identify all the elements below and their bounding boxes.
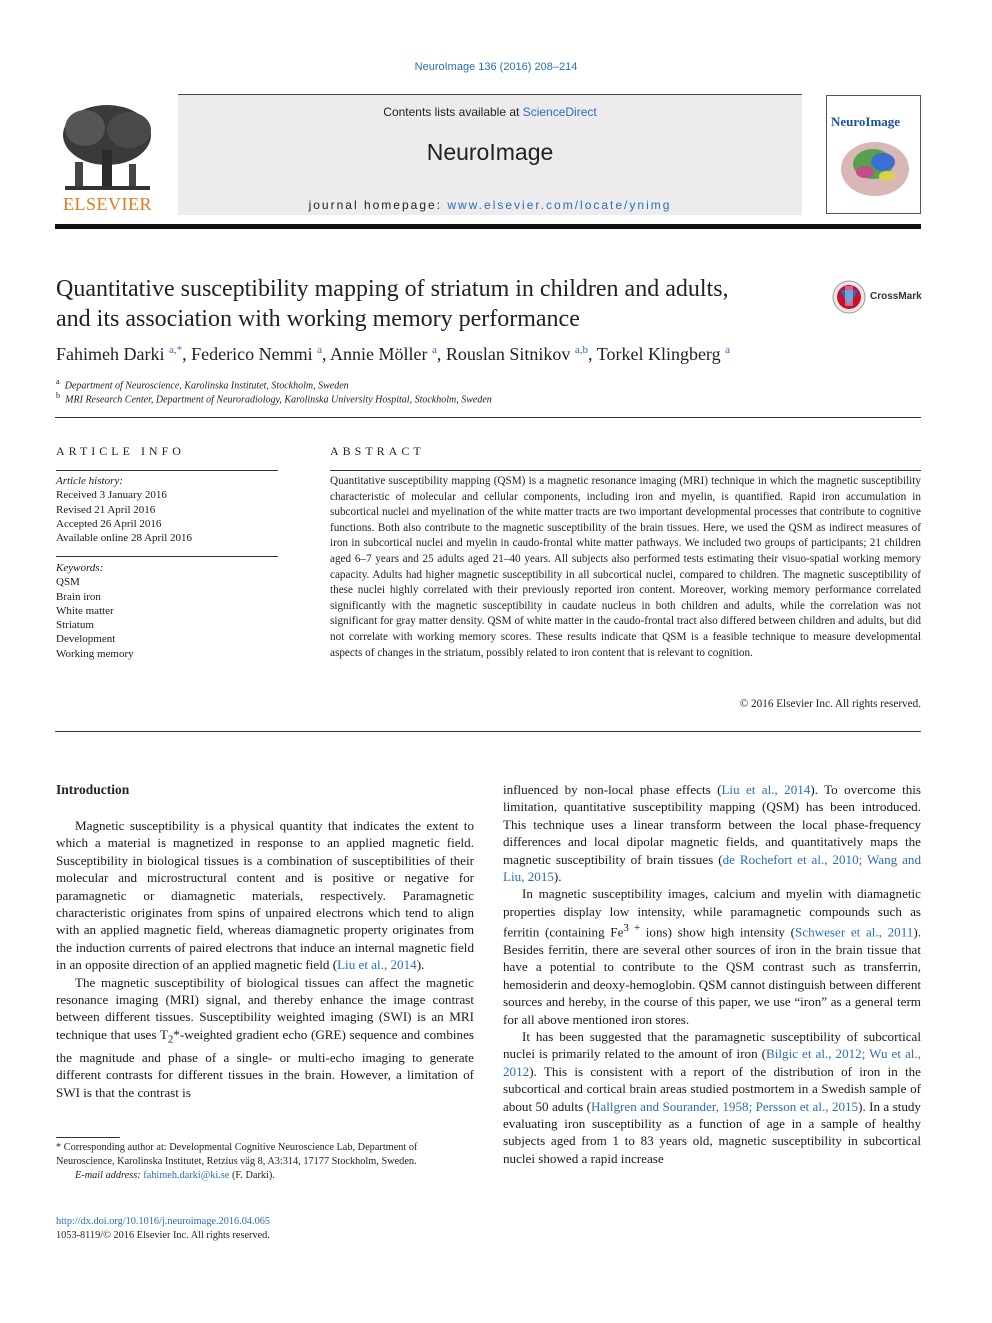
keyword: Striatum [56,619,94,632]
text: ). [553,869,562,885]
history-received: Received 3 January 2016 [56,489,167,502]
citation-link[interactable]: Liu et al., 2014 [721,782,811,797]
author-name: Rouslan Sitnikov [445,344,571,364]
article-title [56,274,816,334]
journal-name: NeuroImage [426,139,554,165]
abstract-divider [330,470,921,471]
author-affiliation-mark[interactable]: a,* [168,344,183,356]
affiliation-mark: a [56,377,60,386]
history-label: Article history: [56,475,123,487]
header-divider [55,224,921,229]
article-info-heading: ARTICLE INFO [56,444,185,458]
keyword: Brain iron [56,590,101,603]
sciencedirect-link[interactable]: ScienceDirect [522,105,597,119]
journal-citation[interactable]: NeuroImage 136 (2016) 208–214 [414,61,578,73]
body-column-right [503,781,921,1167]
introduction-heading: Introduction [56,782,130,797]
title-line-1: Quantitative susceptibility mapping of striatum in children and adults, [56,276,729,302]
author-affiliation-mark[interactable]: a [431,344,437,356]
crossmark-label: CrossMark [870,291,922,302]
corresponding-author-footnote [56,1141,476,1184]
citation-link[interactable]: de Rochefort et al., 2010; Wang and Liu, 2015 [503,851,922,885]
text: The magnetic susceptibility of biological tissues can affect the magnetic resonance imaging (MRI) signal, and thereby enhance the image contrast between different tissues. Susceptibility weighted imaging (SWI) is an MRI technique that uses T [56,974,474,1042]
text: ). To overcome this limitation, quantitative susceptibility mapping (QSM) has been introduced. This technique uses a linear transform between the local phase-frequency differences and local dipolar magnetic fields, and quantitatively maps the magnetic susceptibility of brain tissues ( [503,782,921,867]
email-link[interactable]: fahimeh.darki@ki.se [143,1170,230,1182]
text: influenced by non-local phase effects ( [503,782,722,797]
corresponding-text: * Corresponding author at: Developmental Cognitive Neuroscience Lab, Department of Neuroscience, Karolinska Institutet, Retzius väg 8, A3:314, 17177 Stockholm, Sweden. [56,1142,418,1168]
text: ions) show high intensity ( [640,924,796,940]
history-online: Available online 28 April 2016 [56,532,193,545]
author-name: Federico Nemmi [191,344,313,364]
section-divider [55,731,921,732]
author-name: Fahimeh Darki [56,344,165,364]
citation-link[interactable]: Bilgic et al., 2012; Wu et al., 2012 [503,1046,921,1079]
article-history [56,474,278,545]
affiliation [56,377,349,391]
keyword: Development [56,633,116,646]
affiliation-text: Department of Neuroscience, Karolinska Institutet, Stockholm, Sweden [64,380,349,392]
author-affiliation-mark[interactable]: a,b [574,344,589,356]
keyword: Working memory [56,647,134,660]
text: ). Besides ferritin, there are several other sources of iron in the brain tissue that have a potential to contribute to the QSM contrast such as transferrin, hemosiderin and deoxy-hemoglobin. QSM cannot distinguish between different sources and hereby, in the course of this paper, we use “iron” as a general term for all above mentioned iron stores. [503,924,921,1027]
paragraph [503,885,921,1028]
keywords-divider [56,556,278,557]
affiliation-text: MRI Research Center, Department of Neuroradiology, Karolinska University Hospital, Stockholm, Sweden [65,394,492,406]
title-line-2: and its association with working memory performance [56,306,580,332]
author-affiliation-mark[interactable]: a [317,344,322,356]
text: ). In a study evaluating iron susceptibility as a function of age in a sample of healthy subjects aged from 1 to 83 years old, magnetic susceptibility in subcortical nuclei showed a rapid increase [503,1098,921,1166]
keywords-label: Keywords: [56,562,104,574]
subscript: 2 [167,1033,174,1046]
text: It has been suggested that the paramagnetic susceptibility of subcortical nuclei is primarily related to the amount of iron ( [503,1029,921,1062]
footnote-divider [56,1137,120,1138]
abstract-text: Quantitative susceptibility mapping (QSM) is a magnetic resonance imaging (MRI) technique in which the magnetic susceptibility characteristic of molecular and cellular components, including iron and myelin, is quantified. Rapid iron accumulation in subcortical nuclei and myelination of the white matter tracts are two important developmental processes that contribute to cognitive functions. Both also contribute to the magnetic susceptibility of the brain tissues. Here, we used the QSM as indirect measures of iron in subcortical nuclei and myelin in caudo-frontal white matter pathways. We included two groups of participants; 21 children aged 6–7 years and 25 adults aged 21–40 years. All subjects also performed tests estimating their visuo-spatial working memory capacity. Adults had higher magnetic susceptibility in all subcortical nuclei, compared to children. The magnetic susceptibility of these nuclei highly correlated with their previously reported iron content. Moreover, working memory performance correlated significantly with the magnetic susceptibility in caudate nucleus in both children and adults, while the correlation was not significant for gray matter density. QSM of white matter in the caudo-frontal tract also differed between children and adults, but did not correlate with working memory scores. These results indicate that QSM is a feasible technique to measure developmental aspects of changes in the striatum, possibly related to iron content that is relevant to cognition. [330,475,921,659]
text: Magnetic susceptibility is a physical quantity that indicates the extent to which a material is magnetized in response to an applied magnetic field. Susceptibility in biological tissues is a combination of susceptibilities of their molecular and microstructural content and is positive or negative for paramagnetic or diamagnetic materials, respectively. Paramagnetic characteristic originates from spins of unpaired electrons which tend to align with an applied magnetic field, whereas diamagnetic property originates from the induction currents of paired electrons that induce an internal magnetic field in an opposite direction of an applied magnetic field ( [56,818,474,973]
citation-link[interactable]: Liu et al., 2014 [337,957,417,973]
homepage-prefix: journal homepage: [308,198,448,212]
email-suffix: (F. Darki). [229,1170,275,1182]
citation-link[interactable]: Schweser et al., 2011 [795,924,914,940]
paragraph [503,1028,921,1167]
brain-illustration-icon [835,134,913,204]
crossmark-badge[interactable] [832,280,927,316]
contents-line [178,105,802,119]
paragraph [56,817,474,974]
author[interactable] [56,344,182,364]
email-line [56,1169,476,1183]
issn-copyright: 1053-8119/© 2016 Elsevier Inc. All rights reserved. [56,1230,270,1241]
keyword: QSM [56,576,80,589]
author-name: Annie Möller [330,344,428,364]
affiliation [56,391,492,405]
paragraph [503,781,921,885]
citation-link[interactable]: Hallgren and Sourander, 1958; Persson et al., 2015 [590,1098,859,1114]
cover-title: NeuroImage [831,114,901,129]
text: *-weighted gradient echo (GRE) sequence and combines the magnitude and phase of a single- or multi-echo imaging to generate different contrasts for different tissues in the brain. However, a limitation of SWI is that the contrast is [56,1026,475,1100]
section-divider [55,417,921,418]
superscript: 3 + [623,922,641,935]
elsevier-logo [55,100,160,215]
contents-prefix: Contents lists available at [383,105,523,119]
text: ). This is consistent with a report of the distribution of iron in the subcortical and cortical brain areas studied postmortem in a Swedish sample of about 50 adults ( [503,1063,921,1114]
journal-header-banner [178,94,802,215]
author[interactable] [597,344,730,364]
keyword: White matter [56,604,114,617]
author[interactable] [191,344,322,364]
text: In magnetic susceptibility images, calcium and myelin with diamagnetic properties display low intensity, while paramagnetic compounds such as ferritin (containing Fe [503,886,921,940]
journal-homepage [178,198,802,212]
doi-link[interactable]: http://dx.doi.org/10.1016/j.neuroimage.2016.04.065 [56,1216,271,1227]
keywords [56,561,278,661]
body-column-left [56,817,474,1101]
email-label: E-mail address: [75,1170,144,1182]
author-name: Torkel Klingberg [596,344,721,364]
elsevier-tree-icon [55,100,160,195]
author-affiliation-mark[interactable]: a [725,344,730,356]
abstract-heading: ABSTRACT [330,444,425,458]
paragraph [56,974,474,1101]
journal-cover-thumbnail[interactable] [826,95,921,214]
elsevier-wordmark: ELSEVIER [63,194,152,214]
author[interactable] [330,344,437,364]
history-revised: Revised 21 April 2016 [56,503,156,516]
article-info-divider [56,470,278,471]
abstract-copyright: © 2016 Elsevier Inc. All rights reserved. [739,698,921,710]
text: ). [416,957,425,973]
author[interactable] [446,344,588,364]
history-accepted: Accepted 26 April 2016 [56,517,162,530]
author-list: Fahimeh Darki $^{a,*}$, Federico Nemmi $^a$, Annie Möller $^a$, Rouslan Sitnikov $^{a,b}$, Torkel Klingberg $^a$ [56,344,730,364]
homepage-link[interactable]: www.elsevier.com/locate/ynimg [447,198,672,212]
crossmark-icon [832,280,866,314]
affiliation-mark: b [56,391,61,400]
